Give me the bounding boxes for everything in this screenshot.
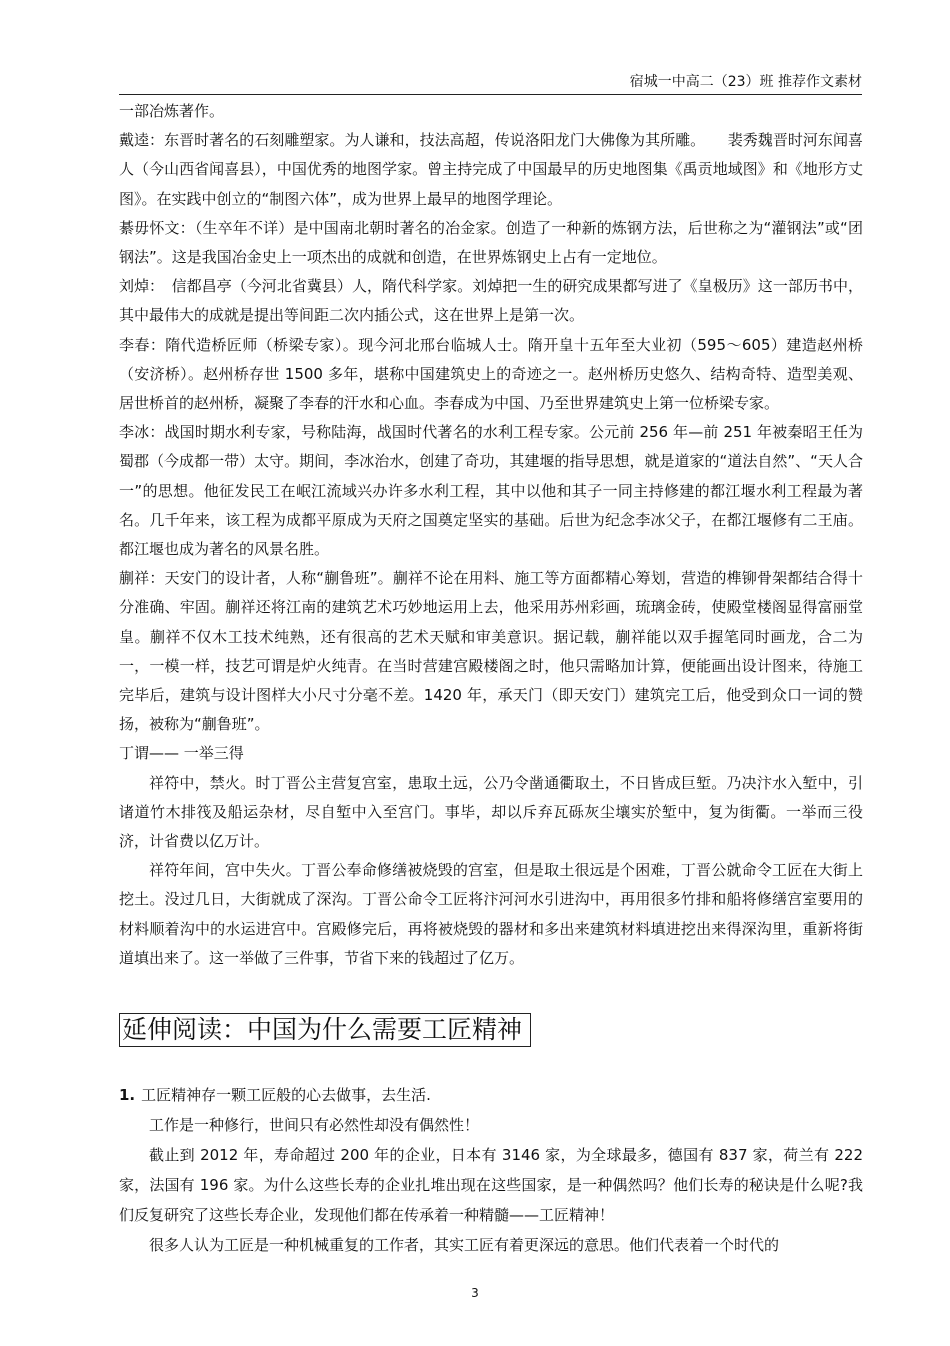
section-title: 延伸阅读：中国为什么需要工匠精神 (122, 1015, 523, 1044)
reading-paragraph: 很多人认为工匠是一种机械重复的工作者，其实工匠有着更深远的意思。他们代表着一个时代的 (149, 1236, 780, 1254)
page-header (119, 72, 862, 95)
paragraph-li-chun: 李春：隋代造桥匠师（桥梁专家）。现今河北邢台临城人士。隋开皇十五年至大业初（595～605）建造赵州桥（安济桥）。赵州桥存世 1500 多年，堪称中国建筑史上的奇迹之一。赵州桥历史悠久、结构奇特、造型美观、居世桥首的赵州桥，凝聚了李春的汗水和心血。李春成为中国、乃至世界建筑史上第一位桥梁专家。 (119, 335, 863, 413)
item-text: 工匠精神存一颗工匠般的心去做事，去生活. (141, 1086, 431, 1104)
reading-paragraph: 截止到 2012 年，寿命超过 200 年的企业，日本有 3146 家，为全球最多，德国有 837 家，荷兰有 222 家，法国有 196 家。为什么这些长寿的企业扎堆出现在这些国家，是一种偶然吗？他们长寿的秘诀是什么呢?我们反复研究了这些长寿企业，发现他们都在传承着一种精髓——工匠精神！ (119, 1146, 863, 1224)
paragraph-kuai-xiang: 蒯祥：天安门的设计者，人称“蒯鲁班”。蒯祥不论在用料、施工等方面都精心筹划，营造的榫铆骨架都结合得十分准确、牢固。蒯祥还将江南的建筑艺术巧妙地运用上去，他采用苏州彩画，琉璃金砖，使殿堂楼阁显得富丽堂皇。蒯祥不仅木工技术纯熟，还有很高的艺术天赋和审美意识。据记载，蒯祥能以双手握笔同时画龙，合二为一，一模一样，技艺可谓是炉火纯青。在当时营建宫殿楼阁之时，他只需略加计算，便能画出设计图来，待施工完毕后，建筑与设计图样大小尺寸分毫不差。1420 年，承天门（即天安门）建筑完工后，他受到众口一词的赞扬，被称为“蒯鲁班”。 (119, 569, 863, 734)
paragraph-dai-kui: 戴逵：东晋时著名的石刻雕塑家。为人谦和，技法高超，传说洛阳龙门大佛像为其所雕。 裴秀魏晋时河东闻喜人（今山西省闻喜县），中国优秀的地图学家。曾主持完成了中国最早的历史地图集《禹贡地域图》和《地形方丈图》。在实践中创立的“制图六体”，成为世界上最早的地图学理论。 (119, 131, 863, 208)
paragraph-qiwu-huaiwen: 綦毋怀文：（生卒年不详）是中国南北朝时著名的冶金家。创造了一种新的炼钢方法，后世称之为“灌钢法”或“团钢法”。这是我国冶金史上一项杰出的成就和创造，在世界炼钢史上占有一定地位。 (119, 218, 863, 267)
paragraph-translation: 祥符年间，宫中失火。丁晋公奉命修缮被烧毁的宫室，但是取土很远是个困难，丁晋公就命令工匠在大街上挖土。没过几日，大街就成了深沟。丁晋公命令工匠将汴河河水引进沟中，再用很多竹排和船将修缮宫室要用的材料顺着沟中的水运进宫中。宫殿修完后，再将被烧毁的器材和多出来建筑材料填进挖出来得深沟里，重新将街道填出来了。这一举做了三件事，节省下来的钱超过了亿万。 (119, 861, 863, 967)
page-number: 3 (471, 1286, 479, 1300)
paragraph-liu-zhuo: 刘焯： 信都昌亭（今河北省冀县）人，隋代科学家。刘焯把一生的研究成果都写进了《皇极历》这一部历书中，其中最伟大的成就是提出等间距二次内插公式，这在世界上是第一次。 (119, 277, 863, 325)
document-body (119, 97, 863, 973)
subheading-ding-wei: 丁谓—— 一举三得 (119, 744, 244, 763)
numbered-item (119, 1080, 863, 1110)
header-title: 宿城一中高二（23）班 推荐作文素材 (629, 74, 862, 90)
reading-paragraph: 工作是一种修行，世间只有必然性却没有偶然性！ (149, 1116, 480, 1134)
item-number: 1. (119, 1086, 136, 1104)
paragraph: 一部冶炼著作。 (119, 102, 225, 120)
extended-reading (119, 1080, 863, 1260)
paragraph-classical-text: 祥符中，禁火。时丁晋公主营复宫室，患取土远，公乃令凿通衢取土，不日皆成巨堑。乃决汴水入堑中，引诸道竹木排筏及船运杂材，尽自堑中入至宫门。事毕，却以斥弃瓦砾灰尘壤实於堑中，复为街衢。一举而三役济，计省费以亿万计。 (119, 773, 863, 851)
section-heading-box (119, 1013, 531, 1047)
paragraph-li-bing: 李冰：战国时期水利专家，号称陆海，战国时代著名的水利工程专家。公元前 256 年—前 251 年被秦昭王任为蜀郡（今成都一带）太守。期间，李冰治水，创建了奇功，其建堰的指导思想，就是道家的“道法自然”、“天人合一”的思想。他征发民工在岷江流域兴办许多水利工程，其中以他和其子一同主持修建的都江堰水利工程最为著名。几千年来，该工程为成都平原成为天府之国奠定坚实的基础。后世为纪念李冰父子，在都江堰修有二王庙。都江堰也成为著名的风景名胜。 (119, 423, 863, 559)
